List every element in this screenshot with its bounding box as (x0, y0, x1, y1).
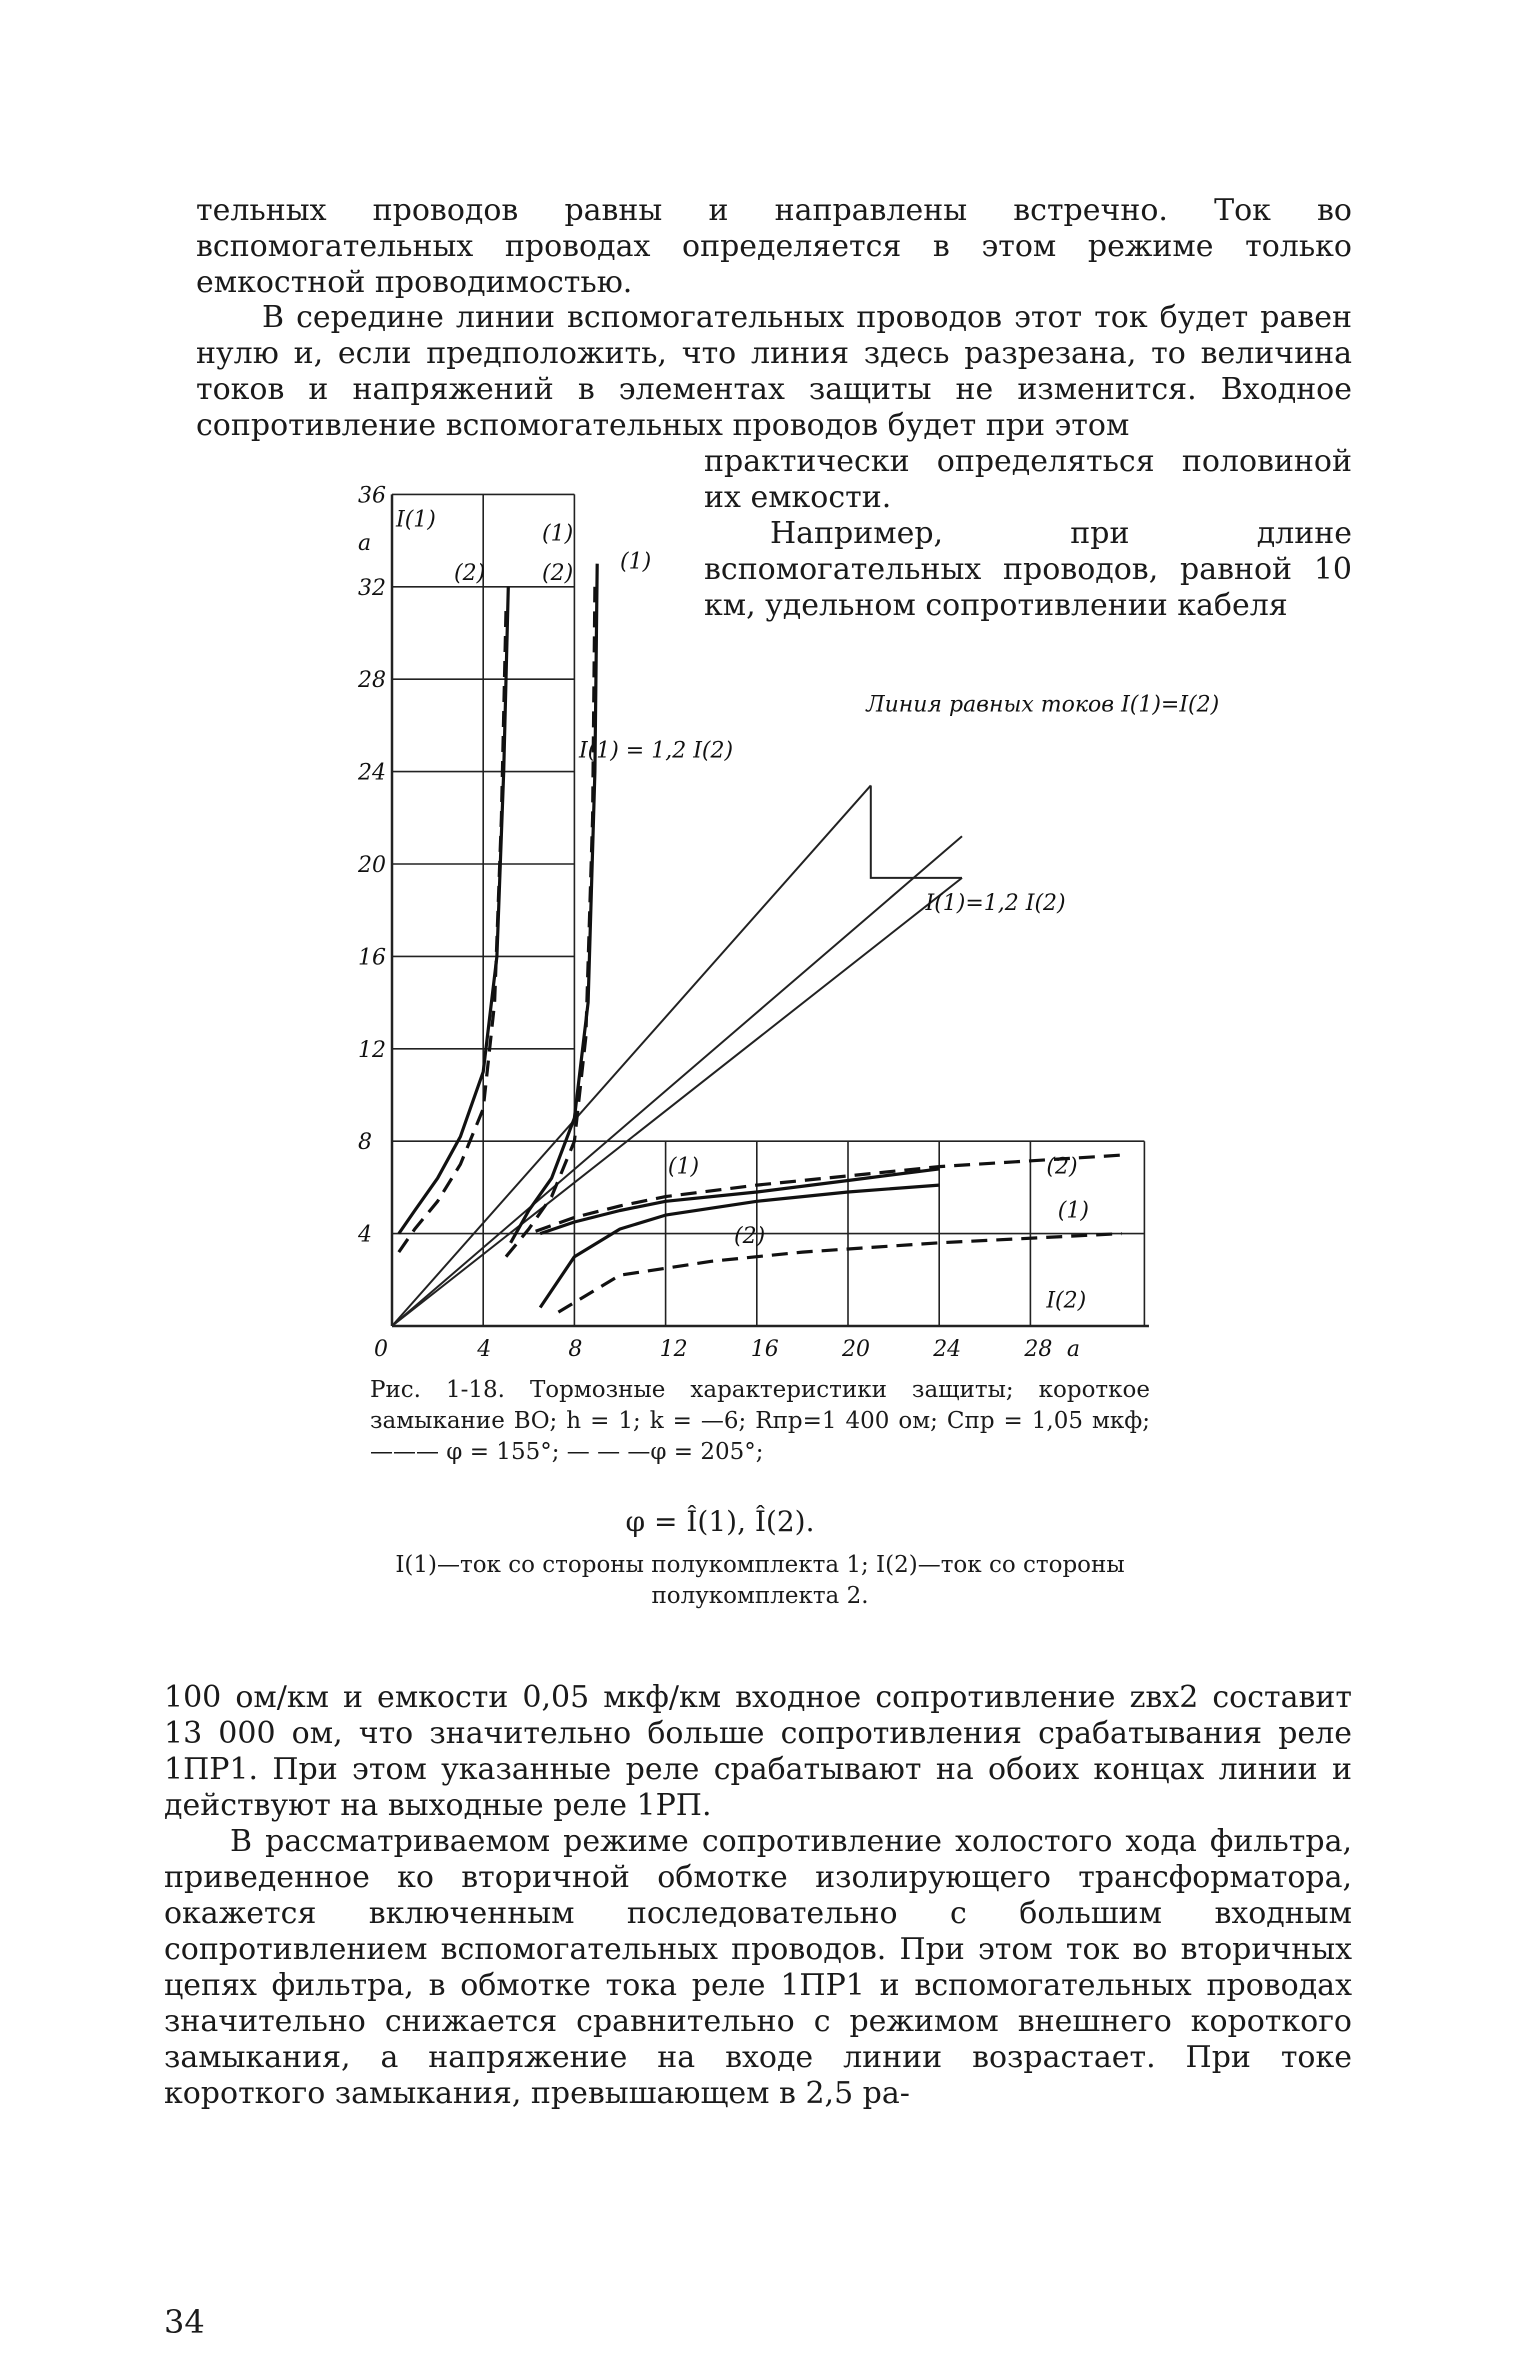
x-tick-label: 24 (933, 1337, 962, 1362)
paragraph-3: Например, при длине вспомогательных проводов, равной 10 км, удельном сопротивлении кабеля (704, 516, 1352, 623)
annotation-label: (2) (1046, 1154, 1078, 1180)
figure-caption: Рис. 1-18. Тормозные характеристики защиты; короткое замыкание ВО; h = 1; k = —6; Rпр=1 400 ом; Cпр = 1,05 мкф; ——— φ = 155°; — — —φ = 205°; (370, 1377, 1150, 1465)
line-ratio-upper (392, 785, 871, 1326)
paragraph-5: В рассматриваемом режиме сопротивление холостого хода фильтра, приведенное ко вторичной обмотке изолирующего трансформатора, окажется включенным последовательно с большим входным сопротивлением вспомогательных проводов. При этом ток во вторичных цепях фильтра, в обмотке тока реле 1ПР1 и вспомогательных проводах значительно снижается сравнительно с режимом внешнего короткого замыкания, а напряжение на входе линии возрастает. При токе короткого замыкания, превышающем в 2,5 ра- (164, 1824, 1352, 2111)
y-tick-label: 28 (358, 668, 386, 694)
series-upper-dashed-2 (399, 610, 506, 1252)
paragraph-4: 100 ом/км и емкости 0,05 мкф/км входное сопротивление zвх2 составит 13 000 ом, что значительно больше сопротивления срабатывания реле 1ПР1. При этом указанные реле срабатывают на обоих концах линии и действуют на выходные реле 1РП. (164, 1680, 1352, 1823)
x-tick-label: 8 (568, 1337, 583, 1362)
annotation-label: (2) (734, 1223, 766, 1249)
annotation-label: I(2) (1046, 1288, 1087, 1314)
annotation-label: (1) (667, 1154, 700, 1180)
caption-legend: I(1)—ток со стороны полукомплекта 1; I(2)—ток со стороны полукомплекта 2. (395, 1552, 1125, 1609)
y-tick-label: 32 (358, 575, 386, 601)
y-tick-label: 12 (358, 1037, 386, 1063)
y-tick-label: 24 (358, 760, 386, 786)
annotation-label: I(1) (396, 507, 436, 533)
reference-label: Линия равных токов I(1)=I(2) (866, 692, 1220, 718)
line-ratio-lower (392, 878, 962, 1326)
y-tick-label: 4 (358, 1222, 372, 1248)
caption-formula: φ = Î(1), Î(2). (625, 1505, 815, 1538)
paragraph-2-continuation: практически определяться половиной их емкости. (704, 444, 1352, 515)
ratio-connector (871, 785, 962, 877)
reference-label: I(1)=1,2 I(2) (925, 891, 1066, 917)
annotation-label: а (358, 530, 372, 556)
x-tick-label: 16 (750, 1337, 779, 1362)
series-upper-solid-2 (399, 587, 509, 1234)
annotation-label: (1) (620, 549, 652, 575)
page-number: 34 (164, 2303, 205, 2341)
annotation-label: (2) (542, 560, 574, 586)
paragraph-1: тельных проводов равны и направлены встречно. Ток во вспомогательных проводах определяется в этом режиме только емкостной проводимостью. (196, 193, 1352, 300)
series-upper-dashed-1 (506, 587, 595, 1257)
series-lower-dashed-1 (558, 1234, 1121, 1313)
y-tick-label: 20 (358, 853, 386, 878)
x-tick-label: 28 (1024, 1337, 1053, 1362)
y-tick-label: 36 (358, 483, 386, 509)
x-tick-label: 0 (374, 1337, 388, 1362)
reference-label: I(1) = 1,2 I(2) (578, 738, 734, 764)
annotation-label: а (1066, 1337, 1081, 1362)
x-tick-label: 4 (477, 1337, 492, 1362)
x-tick-label: 20 (842, 1337, 870, 1362)
annotation-label: (1) (542, 521, 574, 547)
x-tick-label: 12 (659, 1337, 688, 1362)
y-tick-label: 16 (358, 945, 386, 971)
annotation-label: (2) (454, 560, 486, 586)
line-equal (392, 836, 962, 1326)
y-tick-label: 8 (358, 1130, 372, 1156)
annotation-label: (1) (1057, 1198, 1089, 1224)
paragraph-2: В середине линии вспомогательных проводов этот ток будет равен нулю и, если предположить, что линия здесь разрезана, то величина токов и напряжений в элементах защиты не изменится. Входное сопротивление вспомогательных проводов будет при этом (196, 300, 1352, 443)
